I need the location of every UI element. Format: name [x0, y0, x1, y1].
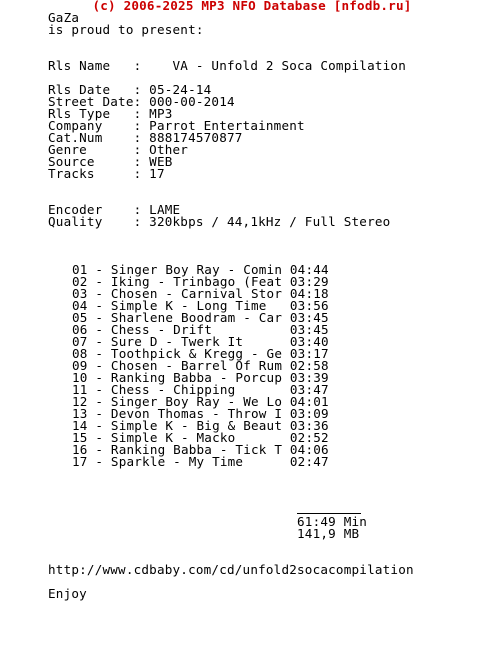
- info-street-date: Street Date: 000-00-2014: [48, 94, 235, 109]
- track-line: 05 - Sharlene Boodram - Car 03:45: [72, 310, 329, 325]
- total-size: 141,9 MB: [297, 526, 360, 541]
- info-company: Company : Parrot Entertainment: [48, 118, 305, 133]
- track-line: 10 - Ranking Babba - Porcup 03:39: [72, 370, 329, 385]
- track-line: 09 - Chosen - Barrel Of Rum 02:58: [72, 358, 329, 373]
- track-line: 07 - Sure D - Twerk It 03:40: [72, 334, 329, 349]
- info-rls-type: Rls Type : MP3: [48, 106, 173, 121]
- info-quality: Quality : 320kbps / 44,1kHz / Full Stereo: [48, 214, 391, 229]
- track-line: 14 - Simple K - Big & Beaut 03:36: [72, 418, 329, 433]
- info-rls-date: Rls Date : 05-24-14: [48, 82, 212, 97]
- track-line: 13 - Devon Thomas - Throw I 03:09: [72, 406, 329, 421]
- track-line: 11 - Chess - Chipping 03:47: [72, 382, 329, 397]
- info-encoder: Encoder : LAME: [48, 202, 181, 217]
- track-line: 03 - Chosen - Carnival Stor 04:18: [72, 286, 329, 301]
- info-genre: Genre : Other: [48, 142, 189, 157]
- track-line: 15 - Simple K - Macko 02:52: [72, 430, 329, 445]
- track-line: 01 - Singer Boy Ray - Comin 04:44: [72, 262, 329, 277]
- intro-text: is proud to present:: [48, 22, 204, 37]
- track-line: 16 - Ranking Babba - Tick T 04:06: [72, 442, 329, 457]
- footer-text: Enjoy: [48, 586, 87, 601]
- release-name-line: Rls Name : VA - Unfold 2 Soca Compilation: [48, 58, 406, 73]
- track-line: 06 - Chess - Drift 03:45: [72, 322, 329, 337]
- track-line: 04 - Simple K - Long Time 03:56: [72, 298, 329, 313]
- header-banner: (c) 2006-2025 MP3 NFO Database [nfodb.ru]: [92, 0, 412, 13]
- release-url-link[interactable]: http://www.cdbaby.com/cd/unfold2socacompilation: [48, 562, 414, 577]
- track-line: 02 - Iking - Trinbago (Feat 03:29: [72, 274, 329, 289]
- info-cat-num: Cat.Num : 888174570877: [48, 130, 243, 145]
- track-line: 12 - Singer Boy Ray - We Lo 04:01: [72, 394, 329, 409]
- track-line: 17 - Sparkle - My Time 02:47: [72, 454, 329, 469]
- info-tracks: Tracks : 17: [48, 166, 165, 181]
- total-time: 61:49 Min: [297, 514, 368, 529]
- group-name: GaZa: [48, 10, 80, 25]
- info-source: Source : WEB: [48, 154, 173, 169]
- track-line: 08 - Toothpick & Kregg - Ge 03:17: [72, 346, 329, 361]
